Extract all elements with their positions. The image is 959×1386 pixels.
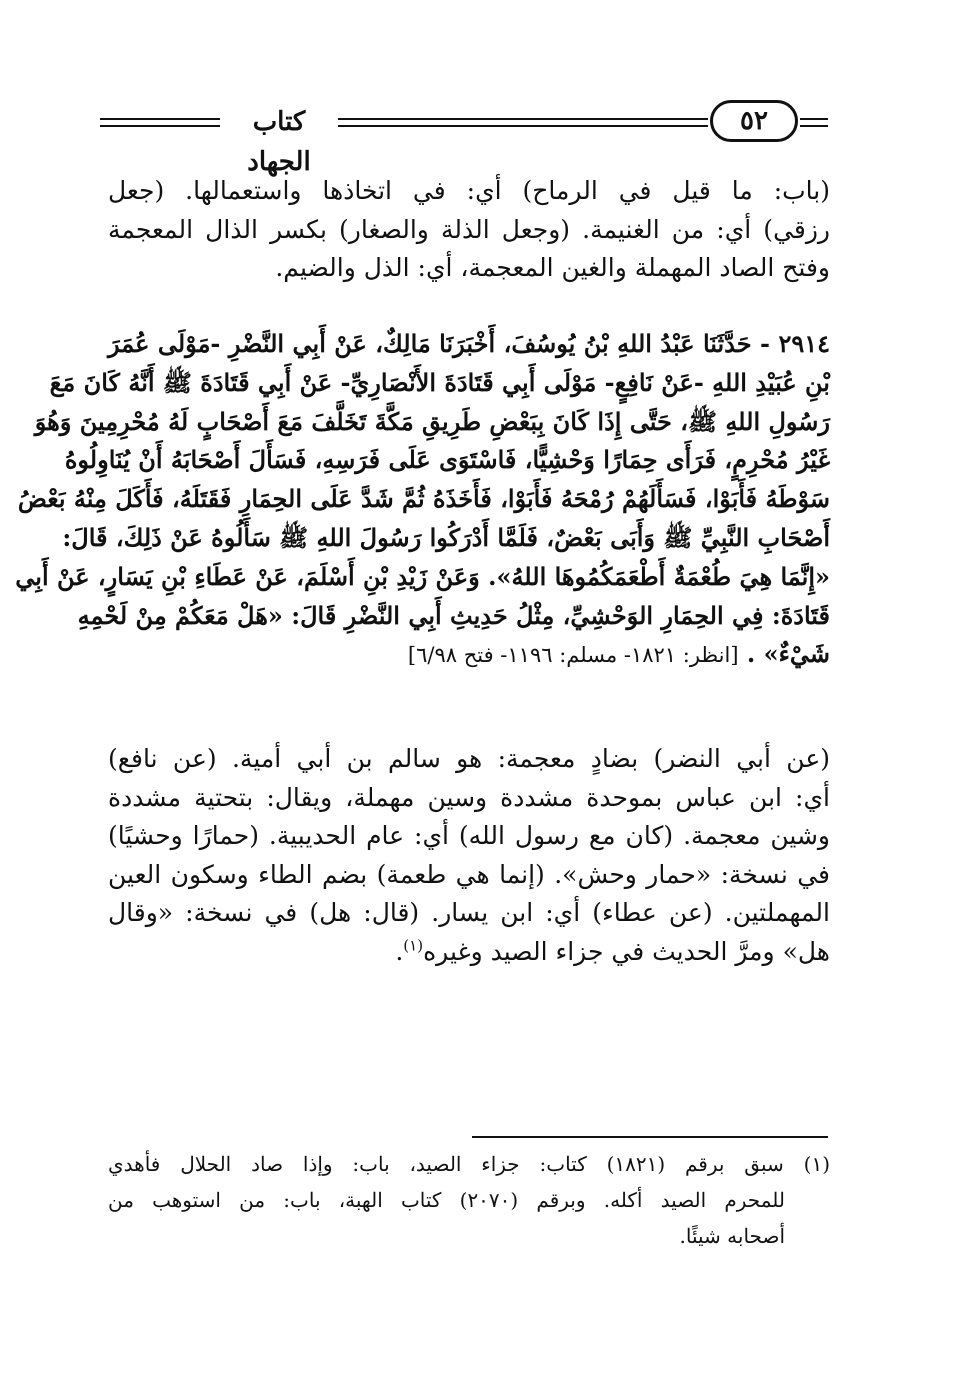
text-line: المهملتين. (عن عطاء) أي: ابن يسار. (قال: هل) في نسخة: «وقال [108,898,830,927]
text-line: وفتح الصاد المهملة والغين المعجمة، أي: الذل والضيم. [275,253,830,282]
hadith-line: قَتَادَةَ: فِي الحِمَارِ الوَحْشِيِّ، مِثْلُ حَدِيثِ أَبِي النَّضْرِ قَالَ: «هَلْ مَعَكُمْ مِنْ لَحْمِهِ [77,600,830,630]
commentary-paragraph-2 [108,740,830,971]
footnote-line: للمحرم الصيد أكله. وبرقم (٢٠٧٠) كتاب الهبة، باب: من استوهب من [108,1188,785,1212]
header-rule [338,118,708,120]
header-rule [100,118,220,120]
header-rule [338,125,708,127]
hadith-text [15,325,830,675]
header-rule [800,118,828,120]
text-line: رزقي) أي: من الغنيمة. (وجعل الذلة والصغار) بكسر الذال المعجمة [108,214,830,244]
hadith-line: غَيْرُ مُحْرِمٍ، فَرَأَى حِمَارًا وَحْشِيًّا، فَاسْتَوَى عَلَى فَرَسِهِ، فَسَأَلَ أَصْحَابَهُ أَنْ يُنَاوِلُوهُ [64,445,830,475]
hadith-line: ٢٩١٤ - حَدَّثَنَا عَبْدُ اللهِ بْنُ يُوسُفَ، أَخْبَرَنَا مَالِكٌ، عَنْ أَبِي النَّضْرِ -مَوْلَى عُمَرَ [108,329,830,358]
text-line: في نسخة: «حمار وحش». (إنما هي طعمة) بضم الطاء وسكون العين [108,859,830,889]
hadith-line-last [108,635,830,675]
text-line-last: هل» ومرَّ الحديث في جزاء الصيد وغيره$^{(١)}$. [395,936,830,966]
text-line: (عن أبي النضر) بضادٍ معجمة: هو سالم بن أبي أمية. (عن نافع) [108,744,830,773]
footnote-line: (١) سبق برقم (١٨٢١) كتاب: جزاء الصيد، باب: وإذا صاد الحلال فأهدي [108,1152,830,1176]
page-header [100,100,828,177]
text-line-end: هل» ومرَّ الحديث في جزاء الصيد وغيره [423,936,830,966]
text-line: وشين معجمة. (كان مع رسول الله) أي: عام الحديبية. (حمارًا وحشيًا) [108,821,830,850]
hadith-line: سَوْطَهُ فَأَبَوْا، فَسَأَلَهُمْ رُمْحَهُ فَأَبَوْا، فَأَخَذَهُ ثُمَّ شَدَّ عَلَى الحِمَارِ فَقَتَلَهُ، فَأَكَلَ مِنْهُ بَعْضُ [17,484,830,514]
hadith-line: بْنِ عُبَيْدِ اللهِ -عَنْ نَافِعٍ- مَوْلَى أَبِي قَتَادَةَ الأَنْصَارِيِّ- عَنْ أَبِي قَتَادَةَ ﷺ أَنَّهُ كَانَ مَعَ [49,367,830,397]
hadith-reference: [انظر: ١٨٢١- مسلم: ١١٩٦- فتح ٦/٩٨] [407,643,739,668]
book-title: كتاب الجهاد [247,107,311,177]
footnote-line: أصحابه شيئًا. [679,1224,785,1248]
commentary-paragraph-1 [108,172,830,288]
hadith-line: أَصْحَابِ النَّبِيِّ ﷺ وَأَبَى بَعْضٌ، فَلَمَّا أَدْرَكُوا رَسُولَ اللهِ ﷺ سَأَلُوهُ عَنْ ذَلِكَ، قَالَ: [62,522,830,552]
hadith-line: رَسُولِ اللهِ ﷺ، حَتَّى إِذَا كَانَ بِبَعْضِ طَرِيقِ مَكَّةَ تَخَلَّفَ مَعَ أَصْحَابٍ لَهُ مُحْرِمِينَ وَهُوَ [34,406,830,436]
footnote [108,1146,830,1254]
footnote-reference[interactable]: (١) [403,936,424,955]
header-rule [100,125,220,127]
text-line: أي: ابن عباس بموحدة مشددة وسين مهملة، ويقال: بتحتية مشددة [108,782,830,812]
hadith-line: «إِنَّمَا هِيَ طُعْمَةٌ أَطْعَمَكُمُوهَا اللهُ». وَعَنْ زَيْدِ بْنِ أَسْلَمَ، عَنْ عَطَاءِ بْنِ يَسَارٍ، عَنْ أَبِي [15,561,830,591]
header-rule [800,125,828,127]
footnote-separator [472,1136,828,1138]
text-line: (باب: ما قيل في الرماح) أي: في اتخاذها واستعمالها. (جعل [108,176,830,205]
page-number: ٥٢ [710,100,798,142]
hadith-end: شَيْءٌ» . [746,639,830,669]
